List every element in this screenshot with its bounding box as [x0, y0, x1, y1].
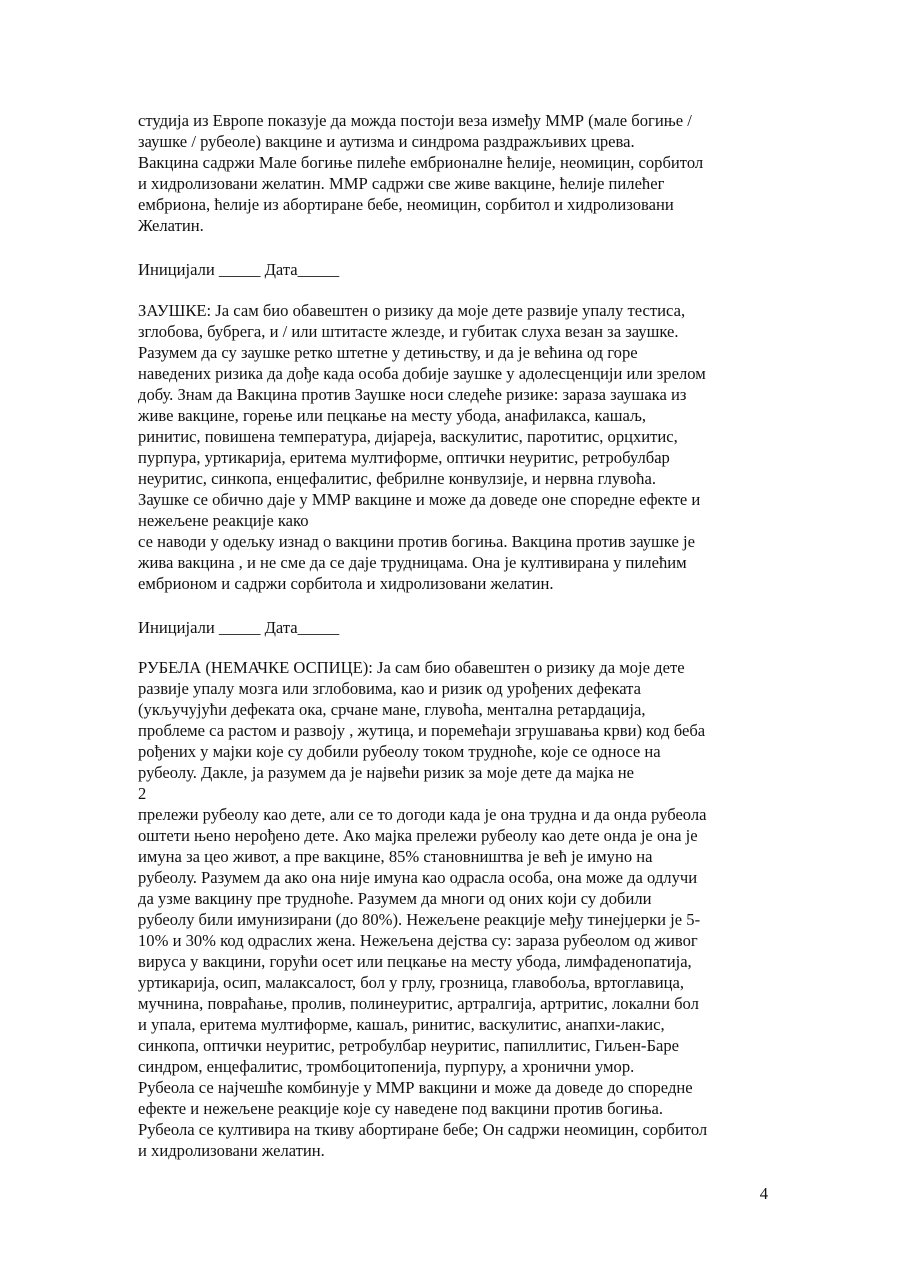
page-number: 4: [759, 1184, 768, 1203]
text-line: ефекте и нежељене реакције које су наведене под вакцини против богиња.: [138, 1099, 664, 1118]
text-line: проблеме са растом и развоју , жутица, и поремећаји згрушавања крви) код беба: [138, 721, 706, 740]
text-line: имуна за цео живот, а пре вакцине, 85% становништва је већ је имуно на: [138, 847, 653, 866]
text-line: ринитис, повишена температура, дијареја, васкулитис, паротитис, орцхитис,: [138, 427, 678, 446]
text-line: 10% и 30% код одраслих жена. Нежељена дејства су: зараза рубеолом од живог: [138, 931, 698, 950]
text-line: синкопа, оптички неуритис, ретробулбар неуритис, папиллитис, Гиљен-Баре: [138, 1036, 680, 1055]
rubella-paragraph: [138, 657, 778, 1161]
text-line: се наводи у одељку изнад о вакцини против богиња. Вакцина против заушке је: [138, 532, 695, 551]
text-line: заушке / рубеоле) вакцине и аутизма и синдрома раздражљивих црева.: [138, 132, 635, 151]
text-line: прележи рубеолу као дете, али се то догоди када је она трудна и да онда рубеола: [138, 805, 707, 824]
text-line: ембриона, ћелије из абортиране бебе, неомицин, сорбитол и хидролизовани: [138, 195, 674, 214]
text-line: синдром, енцефалитис, тромбоцитопенија, пурпуру, а хронични умор.: [138, 1057, 635, 1076]
text-line: (укључујући дефеката ока, срчане мане, глувоћа, ментална ретардација,: [138, 700, 646, 719]
text-line: живе вакцине, горење или пецкање на месту убода, анафилакса, кашаљ,: [138, 406, 647, 425]
text-line: Иницијали _____ Дата_____: [138, 618, 340, 637]
text-line: да узме вакцину пре трудноће. Разумем да многи од оних који су добили: [138, 889, 652, 908]
text-line: рубеолу. Разумем да ако она није имуна као одрасла особа, она може да одлучи: [138, 868, 698, 887]
text-line: добу. Знам да Вакцина против Заушке носи следеће ризике: зараза заушака из: [138, 385, 687, 404]
text-line: наведених ризика да дође када особа добије заушке у адолесценцији или зрелом: [138, 364, 706, 383]
text-line: студија из Европе показује да можда постоји веза између ММР (мале богиње /: [138, 111, 692, 130]
text-line: нежељене реакције како: [138, 511, 309, 530]
text-line: Вакцина садржи Мале богиње пилеће ембрионалне ћелије, неомицин, сорбитол: [138, 153, 704, 172]
text-line: ембрионом и садржи сорбитола и хидролизовани желатин.: [138, 574, 554, 593]
text-line: рођених у мајки које су добили рубеолу током трудноће, које се односе на: [138, 742, 661, 761]
text-line: зглобова, бубрега, и / или штитасте жлезде, и губитак слуха везан за заушке.: [138, 322, 679, 341]
text-line: Заушке се обично даје у ММР вакцине и може да доведе оне споредне ефекте и: [138, 490, 701, 509]
text-line: 2: [138, 784, 147, 803]
text-line: развије упалу мозга или зглобовима, као и ризик од урођених дефеката: [138, 679, 641, 698]
text-line: уртикарија, осип, малаксалост, бол у грлу, грозница, главобоља, вртоглавица,: [138, 973, 684, 992]
text-line: Рубеола се култивира на ткиву абортиране бебе; Он садржи неомицин, сорбитол: [138, 1120, 708, 1139]
text-line: вируса у вакцини, горући осет или пецкање на месту убода, лимфаденопатија,: [138, 952, 692, 971]
text-line: оштети њено нерођено дете. Ако мајка прележи рубеолу као дете онда је она је: [138, 826, 698, 845]
text-line: и упала, еритема мултиформе, кашаљ, ринитис, васкулитис, анапхи-лакис,: [138, 1015, 665, 1034]
initials-date-line-1: [138, 259, 778, 280]
text-line: Разумем да су заушке ретко штетне у детињству, и да је већина од горе: [138, 343, 638, 362]
text-line: неуритис, синкопа, енцефалитис, фебрилне конвулзије, и нервна глувоћа.: [138, 469, 656, 488]
text-line: РУБЕЛА (НЕМАЧКЕ ОСПИЦЕ): Ја сам био обавештен о ризику да моје дете: [138, 658, 685, 677]
text-line: рубеолу били имунизирани (до 80%). Нежељене реакције међу тинејџерки је 5-: [138, 910, 701, 929]
text-line: жива вакцина , и не сме да се даје трудницама. Она је култивирана у пилећим: [138, 553, 687, 572]
text-line: рубеолу. Дакле, ја разумем да је највећи ризик за моје дете да мајка не: [138, 763, 634, 782]
initials-date-line-2: [138, 617, 778, 638]
text-line: ЗАУШКЕ: Ја сам био обавештен о ризику да моје дете развије упалу тестиса,: [138, 301, 686, 320]
text-line: Желатин.: [138, 216, 204, 235]
text-line: Рубеола се најчешће комбинује у ММР вакцини и може да доведе до споредне: [138, 1078, 693, 1097]
text-line: Иницијали _____ Дата_____: [138, 260, 340, 279]
text-line: пурпура, уртикарија, еритема мултиформе, оптички неуритис, ретробулбар: [138, 448, 670, 467]
mmr-continued-paragraph: [138, 110, 778, 236]
text-line: и хидролизовани желатин. ММР садржи све живе вакцине, ћелије пилећег: [138, 174, 665, 193]
mumps-paragraph: [138, 300, 778, 594]
text-line: и хидролизовани желатин.: [138, 1141, 325, 1160]
text-line: мучнина, повраћање, пролив, полинеуритис, артралгија, артритис, локални бол: [138, 994, 699, 1013]
